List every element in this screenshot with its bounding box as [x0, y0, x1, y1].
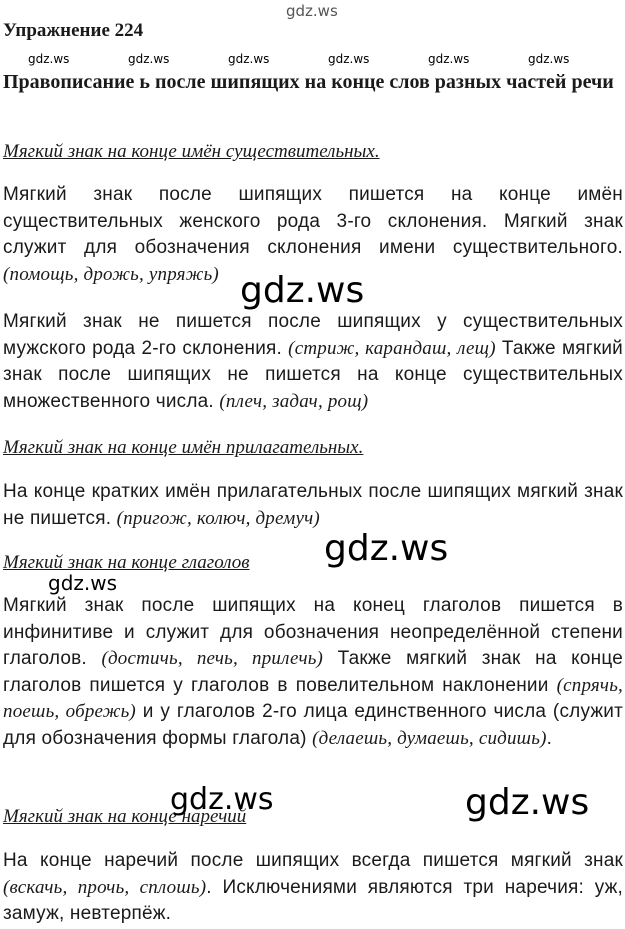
watermark-large: gdz.ws — [465, 782, 590, 823]
example-words: (делаешь, думаешь, сидишь) — [312, 727, 547, 749]
rule-text: На конце наречий после шипящих всегда пишется мягкий знак — [3, 850, 623, 871]
watermark-row-item: gdz.ws — [528, 52, 570, 66]
topic-title: Правописание ь после шипящих на конце слов разных частей речи — [3, 71, 614, 93]
example-words: (пригож, колюч, дремуч) — [116, 507, 320, 529]
rule-text: Также мягкий знак после шипящих не пишется на конце существительных множественного числа. — [3, 337, 623, 412]
rule-text: и у глаголов 2-го лица единственного числа (служит для обозначения формы глагола) — [3, 701, 623, 749]
watermark-row-item: gdz.ws — [428, 52, 470, 66]
paragraph — [3, 848, 623, 928]
section-heading-adverbs: Мягкий знак на конце наречий — [3, 806, 247, 827]
watermark-row-item: gdz.ws — [28, 52, 70, 66]
watermark-row-item: gdz.ws — [128, 52, 170, 66]
paragraph — [3, 309, 623, 415]
exercise-title: Упражнение 224 — [3, 20, 144, 41]
section-heading-adjectives: Мягкий знак на конце имён прилагательных. — [3, 437, 364, 458]
section-heading-verbs: Мягкий знак на конце глаголов — [3, 552, 250, 573]
example-words: (помощь, дрожь, упряжь) — [3, 263, 219, 285]
watermark-top: gdz.ws — [286, 2, 338, 20]
rule-text: На конце кратких имён прилагательных после шипящих мягкий знак не пишется. — [3, 481, 623, 529]
section-heading-nouns: Мягкий знак на конце имён существительных. — [3, 141, 380, 162]
watermark-large: gdz.ws — [240, 270, 365, 311]
rule-text: Мягкий знак не пишется после шипящих у существительных мужского рода 2-го склонения. — [3, 311, 623, 359]
example-words: (вскачь, прочь, сплошь) — [3, 876, 207, 898]
paragraph — [3, 593, 623, 752]
watermark-row-item: gdz.ws — [228, 52, 270, 66]
rule-text: . — [546, 727, 553, 749]
rule-text: Мягкий знак после шипящих на конец глаголов пишется в инфинитиве и служит для обозначения неопределённой степени глаголов. — [3, 595, 623, 669]
rule-text: Также мягкий знак на конце глаголов пишется у глаголов в повелительном наклонении — [3, 648, 623, 696]
watermark-row-item: gdz.ws — [328, 52, 370, 66]
example-words: (спрячь, поешь, обрежь) — [3, 674, 623, 722]
rule-text: Мягкий знак после шипящих пишется на конце имён существительных женского рода 3-го склонения. Мягкий знак служит для обозначения склонения имени существительного. — [3, 184, 623, 258]
example-words: (плеч, задач, рощ) — [219, 390, 369, 412]
example-words: (достичь, печь, прилечь) — [101, 648, 324, 669]
rule-text: . Исключениями являются три наречия: уж, замуж, невтерпёж. — [3, 876, 624, 924]
example-words: (стриж, карандаш, лещ) — [288, 337, 496, 359]
watermark-large: gdz.ws — [324, 528, 449, 569]
watermark-medium: gdz.ws — [170, 782, 274, 817]
watermark-small: gdz.ws — [48, 571, 118, 595]
paragraph — [3, 479, 623, 532]
